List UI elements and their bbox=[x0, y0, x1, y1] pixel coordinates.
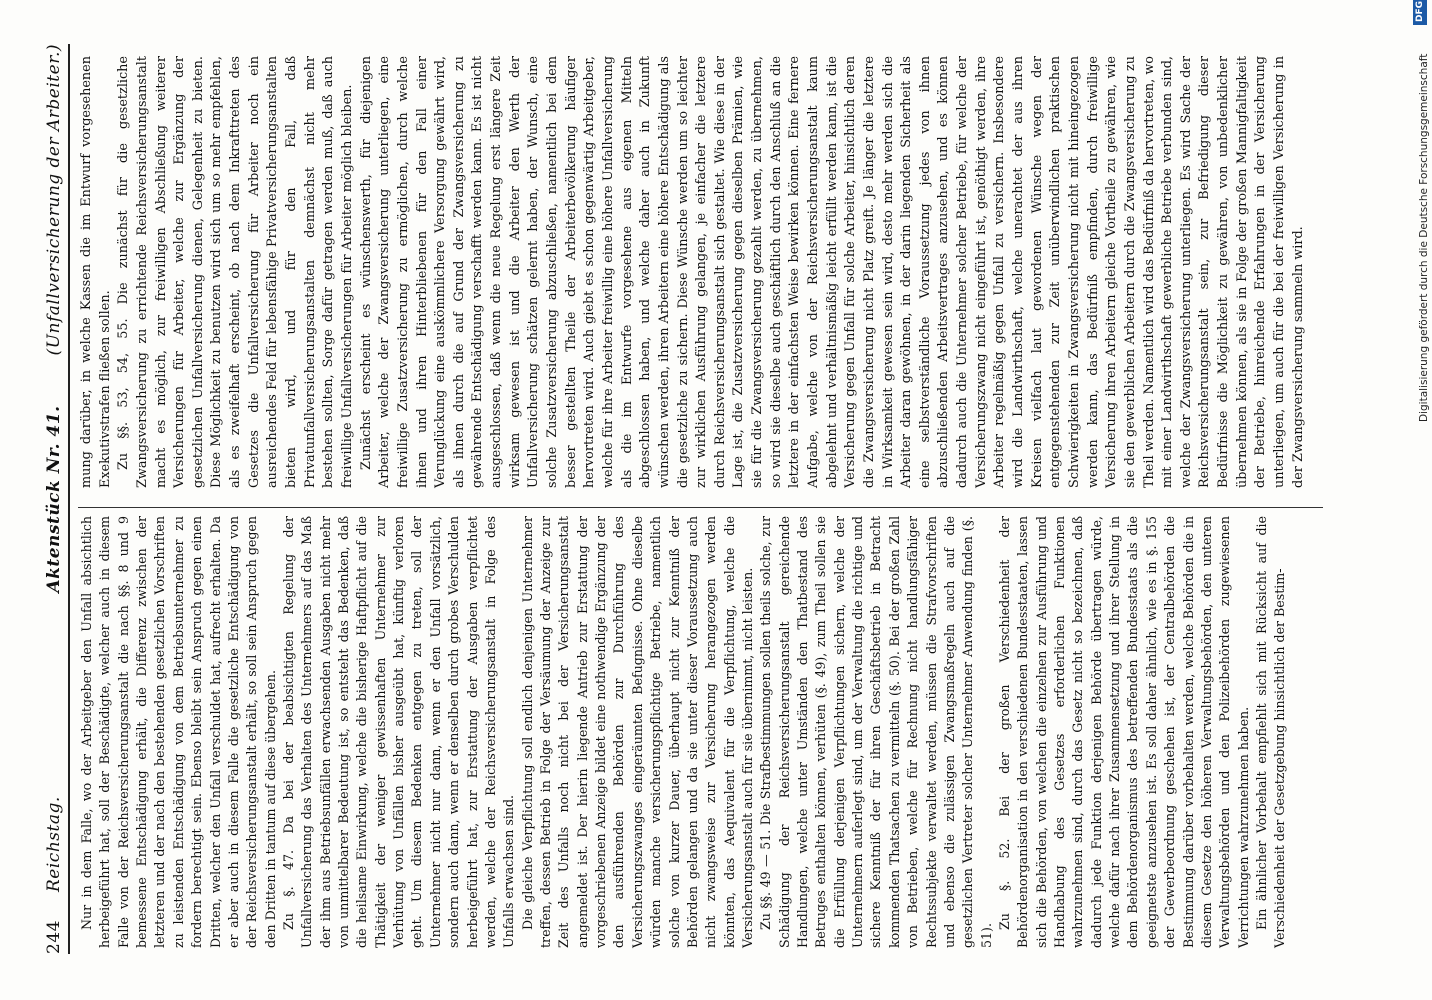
paragraph: Zunächst erscheint es wünschenswerth, für diejenigen Arbeiter, welche der Zwangsversicherung unterliegen, eine freiwillige Zusatzversicherung zu ermöglichen, durch welche ihnen und ihren Hinterbliebenen für den Fall einer Verunglückung eine auskömmlichere Versorgung gewährt wird, als ihnen durch die auf Grund der Zwangsversicherung zu gewährende Entschädigung verschafft werden kann. Es ist nicht ausgeschlossen, daß wenn die neue Regelung erst längere Zeit wirksam gewesen ist und die Arbeiter den Werth der Unfallversicherung schätzen gelernt haben, der Wunsch, eine solche Zusatzversicherung abzuschließen, namentlich bei dem besser gestellten Theile der Arbeiterbevölkerung häufiger hervortreten wird. Auch giebt es schon gegenwärtig Arbeitgeber, welche für ihre Arbeiter freiwillig eine höhere Unfallversicherung als die im Entwurfe vorgesehene aus eigenen Mitteln abgeschlossen haben, und welche daher auch in Zukunft wünschen werden, ihren Arbeitern eine höhere Entschädigung als die gesetzliche zu sichern. Diese Wünsche werden um so leichter zur wirklichen Ausführung gelangen, je einfacher die letztere durch Reichsversicherungsanstalt sich gestaltet. Wie diese in der Lage ist, die Zusatzversicherung gegen dieselben Prämien, wie sie für die Zwangsversicherung gezahlt werden, zu übernehmen, so wird sie dieselbe auch geschäftlich durch den Anschluß an die letztere in der einfachsten Weise bewirken können. Eine fernere Aufgabe, welche von der Reichsversicherungsanstalt kaum abgelehnt und verhältnismäßig leicht erfüllt werden kann, ist die Versicherung gegen Unfall für solche Arbeiter, hinsichtlich deren die Zwangsversicherung nicht Platz greift. Je länger die letztere in Wirksamkeit gewesen sein wird, desto mehr werden sich die Arbeiter daran gewöhnen, in der darin liegenden Sicherheit als eine selbstverständliche Voraussetzung jedes von ihnen abzuschließenden Arbeitsvertrages anzusehen, und es können dadurch auch die Unternehmer solcher Betriebe, für welche der Versicherungszwang nicht eingeführt ist, genöthigt werden, ihre Arbeiter regelmäßig gegen Unfall zu versichern. Insbesondere wird die Landwirthschaft, welche unerachtet der aus ihren Kreisen vielfach laut gewordenen Wünsche wegen der entgegenstehenden zur Zeit unüberwindlichen praktischen Schwierigkeiten in Zwangsversicherung nicht mit hineingezogen werden kann, das Bedürfniß empfinden, durch freiwillige Versicherung ihren Arbeitern gleiche Vortheile zu gewähren, wie sie den gewerblichen Arbeitern durch die Zwangsversicherung zu Theil werden. Namentlich wird das Bedürfniß da hervortreten, wo mit einer Landwirthschaft gewerbliche Betriebe verbunden sind, welche der Zwangsversicherung unterliegen. Es wird Sache der Reichsversicherungsanstalt sein, zur Befriedigung dieser Bedürfnisse die Möglichkeit zu gewähren, von unbedenklicher übernehmen können, als sie in Folge der großen Mannigfaltigkeit der Betriebe, hinreichende Erfahrungen in der Versicherung unterliegen, um auch für die bei der freiwilligen Versicherung in der Zwangsversicherung sammeln wird. bbox=[358, 56, 1306, 488]
paragraph: Zu §§. 49 — 51. Die Strafbestimmungen sollen theils solche, zur Schädigung der Reichsversicherungsanstalt gereichende Handlungen, welche unter Umständen den Thatbestand des Betruges enthalten können, verhüten (§. 49), zum Theil sollen sie die Erfüllung derjenigen Verpflichtungen sichern, welche der Unternehmern auferlegt sind, um der Verwaltung die richtige und sichere Kenntniß der für ihren Geschäftsbetrieb in Betracht kommenden Thatsachen zu vermitteln (§. 50). Bei der großen Zahl von Betrieben, welche für Rechnung nicht handlungsfähiger Rechtssubjekte verwaltet werden, müssen die Strafvorschriften und ebenso die zulässigen Zwangsmaßregeln auch auf die gesetzlichen Vertreter solcher Unternehmer Anwendung finden (§. 51). bbox=[758, 516, 994, 948]
paragraph: mung darüber, in welche Kassen die im Entwurf vorgesehenen Exekutivstrafen fließen sollen. bbox=[79, 56, 113, 488]
header-right: (Unfallversicherung der Arbeiter.) bbox=[44, 44, 64, 356]
paragraph: Zu §§. 53, 54, 55. Die zunächst für die gesetzliche Zwangsversicherung zu errichtende Reichsversicherungsanstalt macht es möglich, zur freiwilligen Abschließung weiterer Versicherungen für Arbeiter, welche zur Ergänzung der gesetzlichen Unfallversicherung dienen, Gelegenheit zu bieten. Diese Möglichkeit zu benutzen wird sich um so mehr empfehlen, als es zweifelhaft erscheint, ob nach dem Inkrafttreten des Gesetzes die Unfallversicherung für Arbeiter noch ein ausreichendes Feld für lebensfähige Privatversicherungsanstalten bieten wird, und für den Fall, daß Privatunfallversicherungsanstalten demnächst nicht mehr bestehen sollten, Sorge dafür getragen werden muß, daß auch freiwillige Unfallversicherungen für Arbeiter möglich bleiben. bbox=[116, 56, 355, 488]
dfg-logo: DFG bbox=[1413, 0, 1427, 25]
header-left: Reichstag. bbox=[44, 796, 64, 892]
paragraph: Zu §. 47. Da bei der beabsichtigten Regelung der Unfallversicherung das Verhalten des Unternehmers auf das Maß der ihm aus Betriebsunfällen erwachsenden Ausgaben nicht mehr von unmittelbarer Bedeutung ist, so entsteht das Bedenken, daß die heilsame Einwirkung, welche die bisherige Haftpflicht auf die Thätigkeit der weniger gewissenhaften Unternehmer zur Verhütung von Unfällen bisher ausgeübt hat, künftig verloren geht. Um diesem Bedenken entgegen zu treten, soll der Unternehmer nicht nur dann, wenn er den Unfall vorsätzlich, sondern auch dann, wenn er denselben durch grobes Verschulden herbeigeführt hat, zur Erstattung der Ausgaben verpflichtet werden, welche der Reichsversicherungsanstalt in Folge des Unfalls erwachsen sind. bbox=[280, 516, 517, 948]
paragraph: Ein ähnlicher Vorbehalt empfiehlt sich mit Rücksicht auf die Verschiedenheit der Gesetzgebung hinsichtlich der Bestim- bbox=[1254, 516, 1288, 948]
left-column bbox=[78, 516, 1290, 948]
column-divider bbox=[78, 507, 1323, 508]
page-number: 244 bbox=[44, 920, 64, 954]
page-header bbox=[38, 44, 70, 954]
paragraph: Die gleiche Verpflichtung soll endlich denjenigen Unternehmer treffen, dessen Betrieb in Folge der Versäumung der Anzeige zur Zeit des Unfalls noch nicht bei der Versicherungsanstalt angemeldet ist. Der hierin liegende Antrieb zur Erstattung der vorgeschriebenen Anzeige bildet eine nothwendige Ergänzung der den ausführenden Behörden zur Durchführung des Versicherungszwanges eingeräumten Befugnisse. Ohne dieselbe würden manche versicherungspflichtige Betriebe, namentlich solche von kurzer Dauer, überhaupt nicht zur Kenntniß der Behörden gelangen und da sie unter dieser Voraussetzung auch nicht zwangsweise zur Versicherung herangezogen werden könnten, das Aequivalent für die Verpflichtung, welche die Versicherungsanstalt auch für sie übernimmt, nicht leisten. bbox=[519, 516, 755, 948]
right-column bbox=[78, 56, 1308, 488]
paragraph: Zu §. 52. Bei der großen Verschiedenheit der Behördenorganisation in den verschiedenen Bundesstaaten, lassen sich die Behörden, von welchen die einzelnen zur Ausführung und Handhabung des Gesetzes erforderlichen Funktionen wahrzunehmen sind, durch das Gesetz nicht so bezeichnen, daß dadurch jede Funktion derjenigen Behörde übertragen würde, welche dafür nach ihrer Zusammensetzung und ihrer Stellung in dem Behördenorganismus des betreffenden Bundesstaats als die geeignetste anzusehen ist. Es soll daher ähnlich, wie es in §. 155 der Gewerbeordnung geschehen ist, der Centralbehörden die Bestimmung darüber vorbehalten werden, welche Behörden die in diesem Gesetze den höheren Verwaltungsbehörden, den unteren Verwaltungsbehörden und den Polizeibehörden zugewiesenen Verrichtungen wahrzunehmen haben. bbox=[996, 516, 1251, 948]
paragraph: Nur in dem Falle, wo der Arbeitgeber den Unfall absichtlich herbeigeführt hat, soll der Beschädigte, welcher auch in diesem Falle von der Reichsversicherungsanstalt die nach §§. 8 und 9 bemessene Entschädigung erhält, die Differenz zwischen der letzteren und der nach den bestehenden gesetzlichen Vorschriften zu leistenden Entschädigung von dem Betriebsunternehmer zu fordern berechtigt sein. Ebenso bleibt sein Anspruch gegen einen Dritten, welcher den Unfall verschuldet hat, aufrecht erhalten. Da er aber auch in diesem Falle die gesetzliche Entschädigung von der Reichsversicherungsanstalt erhält, so soll sein Anspruch gegen den Dritten in tantum auf diese übergehen. bbox=[79, 516, 278, 948]
header-center: Aktenstück Nr. 41. bbox=[44, 405, 64, 593]
digitization-note: Digitalisierung gefördert durch die Deutsche Forschungsgemeinschaft bbox=[1418, 53, 1430, 422]
